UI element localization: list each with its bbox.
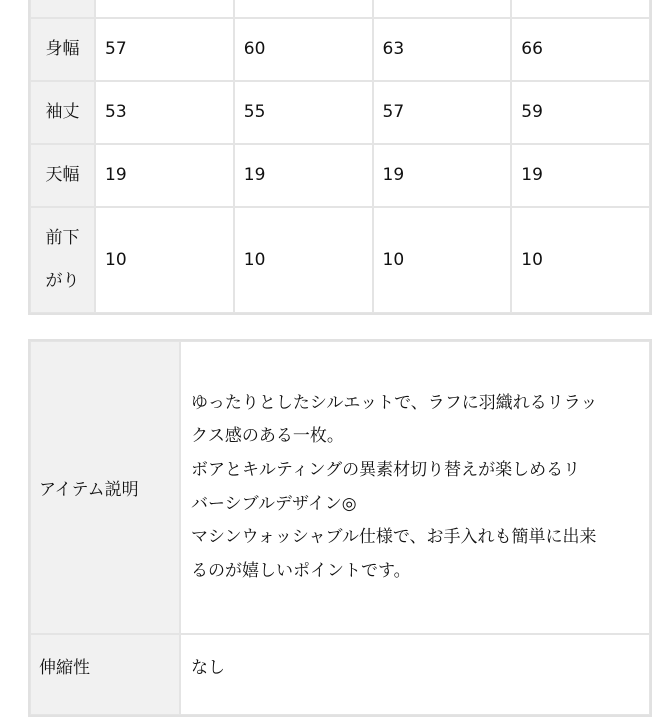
item-description xyxy=(180,341,650,634)
row-header-line: がり xyxy=(45,271,80,291)
table-cell xyxy=(373,0,512,18)
table-cell: 63 xyxy=(373,18,512,81)
item-info-table xyxy=(28,339,652,717)
table-cell: 60 xyxy=(234,18,373,81)
table-row xyxy=(30,81,650,144)
row-header-chest-width: 身幅 xyxy=(30,18,95,81)
table-cell xyxy=(95,0,234,18)
table-cell xyxy=(511,0,650,18)
row-header-front-drop xyxy=(30,207,95,313)
table-row xyxy=(30,144,650,207)
description-line: マシンウォッシャブル仕様で、お手入れも簡単に出来 xyxy=(191,527,597,548)
table-cell: 19 xyxy=(373,144,512,207)
table-row xyxy=(30,0,650,18)
table-cell: 57 xyxy=(373,81,512,144)
table-row xyxy=(30,18,650,81)
description-line: クス感のある一枚。 xyxy=(191,426,344,447)
table-cell xyxy=(234,0,373,18)
description-line: バーシブルデザイン◎ xyxy=(191,493,357,514)
description-line: ゆったりとしたシルエットで、ラフに羽織れるリラッ xyxy=(191,392,598,413)
table-row xyxy=(30,207,650,313)
table-cell: 10 xyxy=(511,207,650,313)
description-line: るのが嬉しいポイントです。 xyxy=(191,560,411,581)
table-cell: 59 xyxy=(511,81,650,144)
table-cell: 10 xyxy=(95,207,234,313)
table-cell: 19 xyxy=(511,144,650,207)
row-header-sleeve-length: 袖丈 xyxy=(30,81,95,144)
description-line: ボアとキルティングの異素材切り替えが楽しめるリ xyxy=(191,459,581,480)
table-cell: 57 xyxy=(95,18,234,81)
stretch-label: 伸縮性 xyxy=(30,634,180,715)
table-row xyxy=(30,341,650,634)
row-header-line: 前下 xyxy=(45,228,80,248)
table-cell: 10 xyxy=(373,207,512,313)
row-header-neck-width: 天幅 xyxy=(30,144,95,207)
table-cell: 19 xyxy=(95,144,234,207)
table-cell: 10 xyxy=(234,207,373,313)
table-cell: 53 xyxy=(95,81,234,144)
table-cell: 66 xyxy=(511,18,650,81)
stretch-value: なし xyxy=(180,634,650,715)
size-table xyxy=(28,0,652,315)
item-description-label: アイテム説明 xyxy=(30,341,180,634)
table-cell: 55 xyxy=(234,81,373,144)
table-row xyxy=(30,634,650,715)
row-header xyxy=(30,0,95,18)
table-cell: 19 xyxy=(234,144,373,207)
